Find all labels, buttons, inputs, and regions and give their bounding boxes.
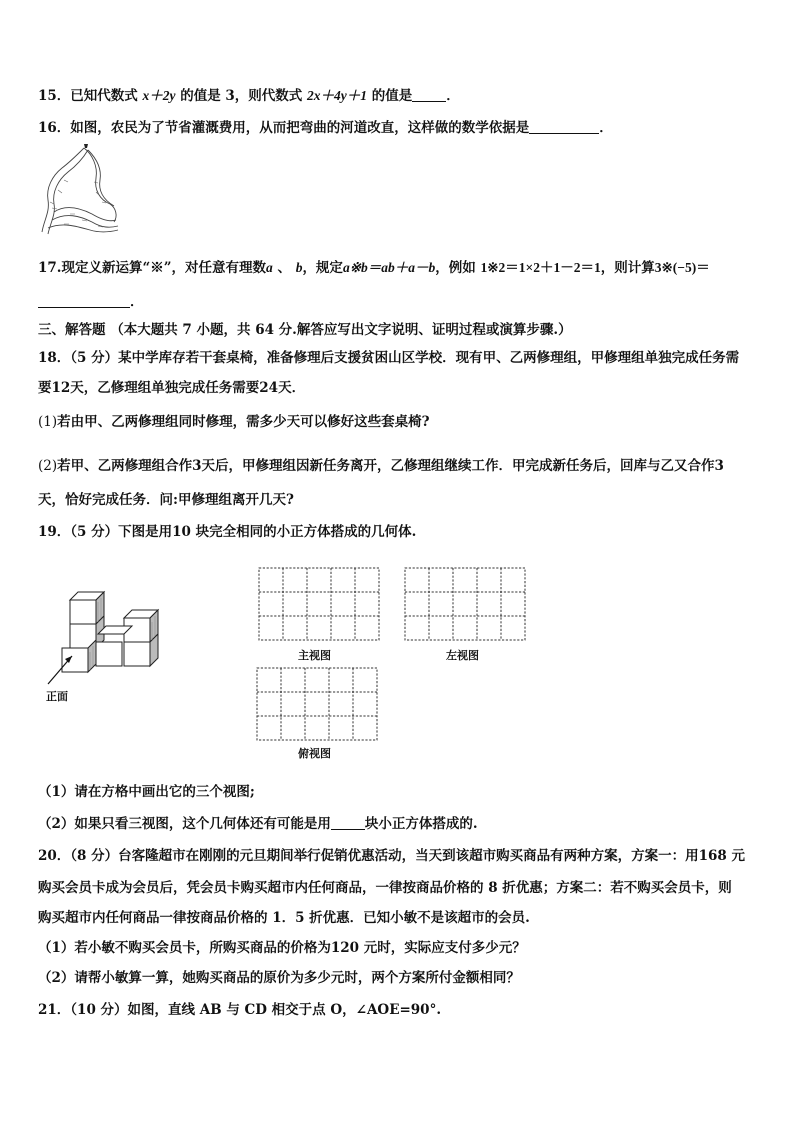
question-19-part2: （2）如果只看三视图，这个几何体还有可能是用 块小正方体搭成的. [38, 816, 478, 832]
question-20-line3: 购买超市内任何商品一律按商品价格的 1．5 折优惠．已知小敏不是该超市的会员. [38, 910, 530, 926]
question-18-part1: (1)若由甲、乙两修理组同时修理，需多少天可以修好这些套桌椅? [38, 414, 430, 430]
grid-border [259, 568, 379, 640]
top-view-label: 俯视图 [298, 747, 331, 760]
question-18-part2-line2: 天，恰好完成任务．问:甲修理组离开几天? [38, 492, 294, 508]
question-15: 15．已知代数式 x＋2y 的值是 3，则代数式 2x＋4y＋1 的值是 ． [38, 88, 460, 104]
answer-blank [38, 293, 130, 308]
question-19: 19．（5 分）下图是用10 块完全相同的小正方体搭成的几何体. [38, 524, 417, 540]
main-view-label: 主视图 [298, 649, 331, 662]
question-17: 17.现定义新运算“※”，对任意有理数a 、 b，规定a※b＝ab＋a－b，例如 1※2＝1×2＋1－2＝1，则计算3※(−5)＝ [38, 260, 710, 276]
question-18-line2: 要12天，乙修理组单独完成任务需要24天． [38, 380, 306, 396]
answer-blank [529, 119, 599, 134]
section-heading: 三、解答题 （本大题共 7 小题，共 64 分.解答应写出文字说明、证明过程或演算步骤.） [38, 322, 572, 338]
question-21: 21．（10 分）如图，直线 AB 与 CD 相交于点 O，∠AOE=90°. [38, 1002, 442, 1018]
question-16: 16．如图，农民为了节省灌溉费用，从而把弯曲的河道改直，这样做的数学依据是 ． [38, 120, 613, 136]
expression-2: 2x＋4y＋1 [307, 88, 367, 103]
answer-blank [412, 87, 446, 102]
front-label: 正面 [46, 690, 68, 703]
main-view-grid[interactable] [258, 567, 380, 641]
question-19-part1: （1）请在方格中画出它的三个视图; [38, 784, 255, 800]
question-20: 20．（8 分）台客隆超市在刚刚的元旦期间举行促销优惠活动，当天到该超市购买商品有两种方案，方案一：用168 元 [38, 848, 746, 864]
grid-border [405, 568, 525, 640]
question-20-part1: （1）若小敏不购买会员卡，所购买商品的价格为120 元时，实际应支付多少元？ [38, 940, 526, 956]
question-20-part2: （2）请帮小敏算一算，她购买商品的原价为多少元时，两个方案所付金额相同？ [38, 970, 520, 986]
expression-1: x＋2y [142, 88, 176, 103]
top-view-grid[interactable] [256, 667, 378, 741]
left-view-label: 左视图 [446, 649, 479, 662]
question-18: 18．（5 分）某中学库存若干套桌椅，准备修理后支援贫困山区学校．现有甲、乙两修理组，甲修理组单独完成任务需 [38, 350, 740, 366]
question-20-line2: 购买会员卡成为会员后，凭会员卡购买超市内任何商品，一律按商品价格的 8 折优惠；方案二：若不购买会员卡，则 [38, 880, 732, 896]
question-18-part2: (2)若甲、乙两修理组合作3天后，甲修理组因新任务离开，乙修理组继续工作．甲完成新任务后，回库与乙又合作3 [38, 458, 724, 474]
grid-border [257, 668, 377, 740]
cube-solid-figure [44, 588, 164, 688]
question-17-answer: ． [38, 290, 144, 310]
left-view-grid[interactable] [404, 567, 526, 641]
river-figure [40, 142, 120, 237]
answer-blank [331, 815, 365, 830]
